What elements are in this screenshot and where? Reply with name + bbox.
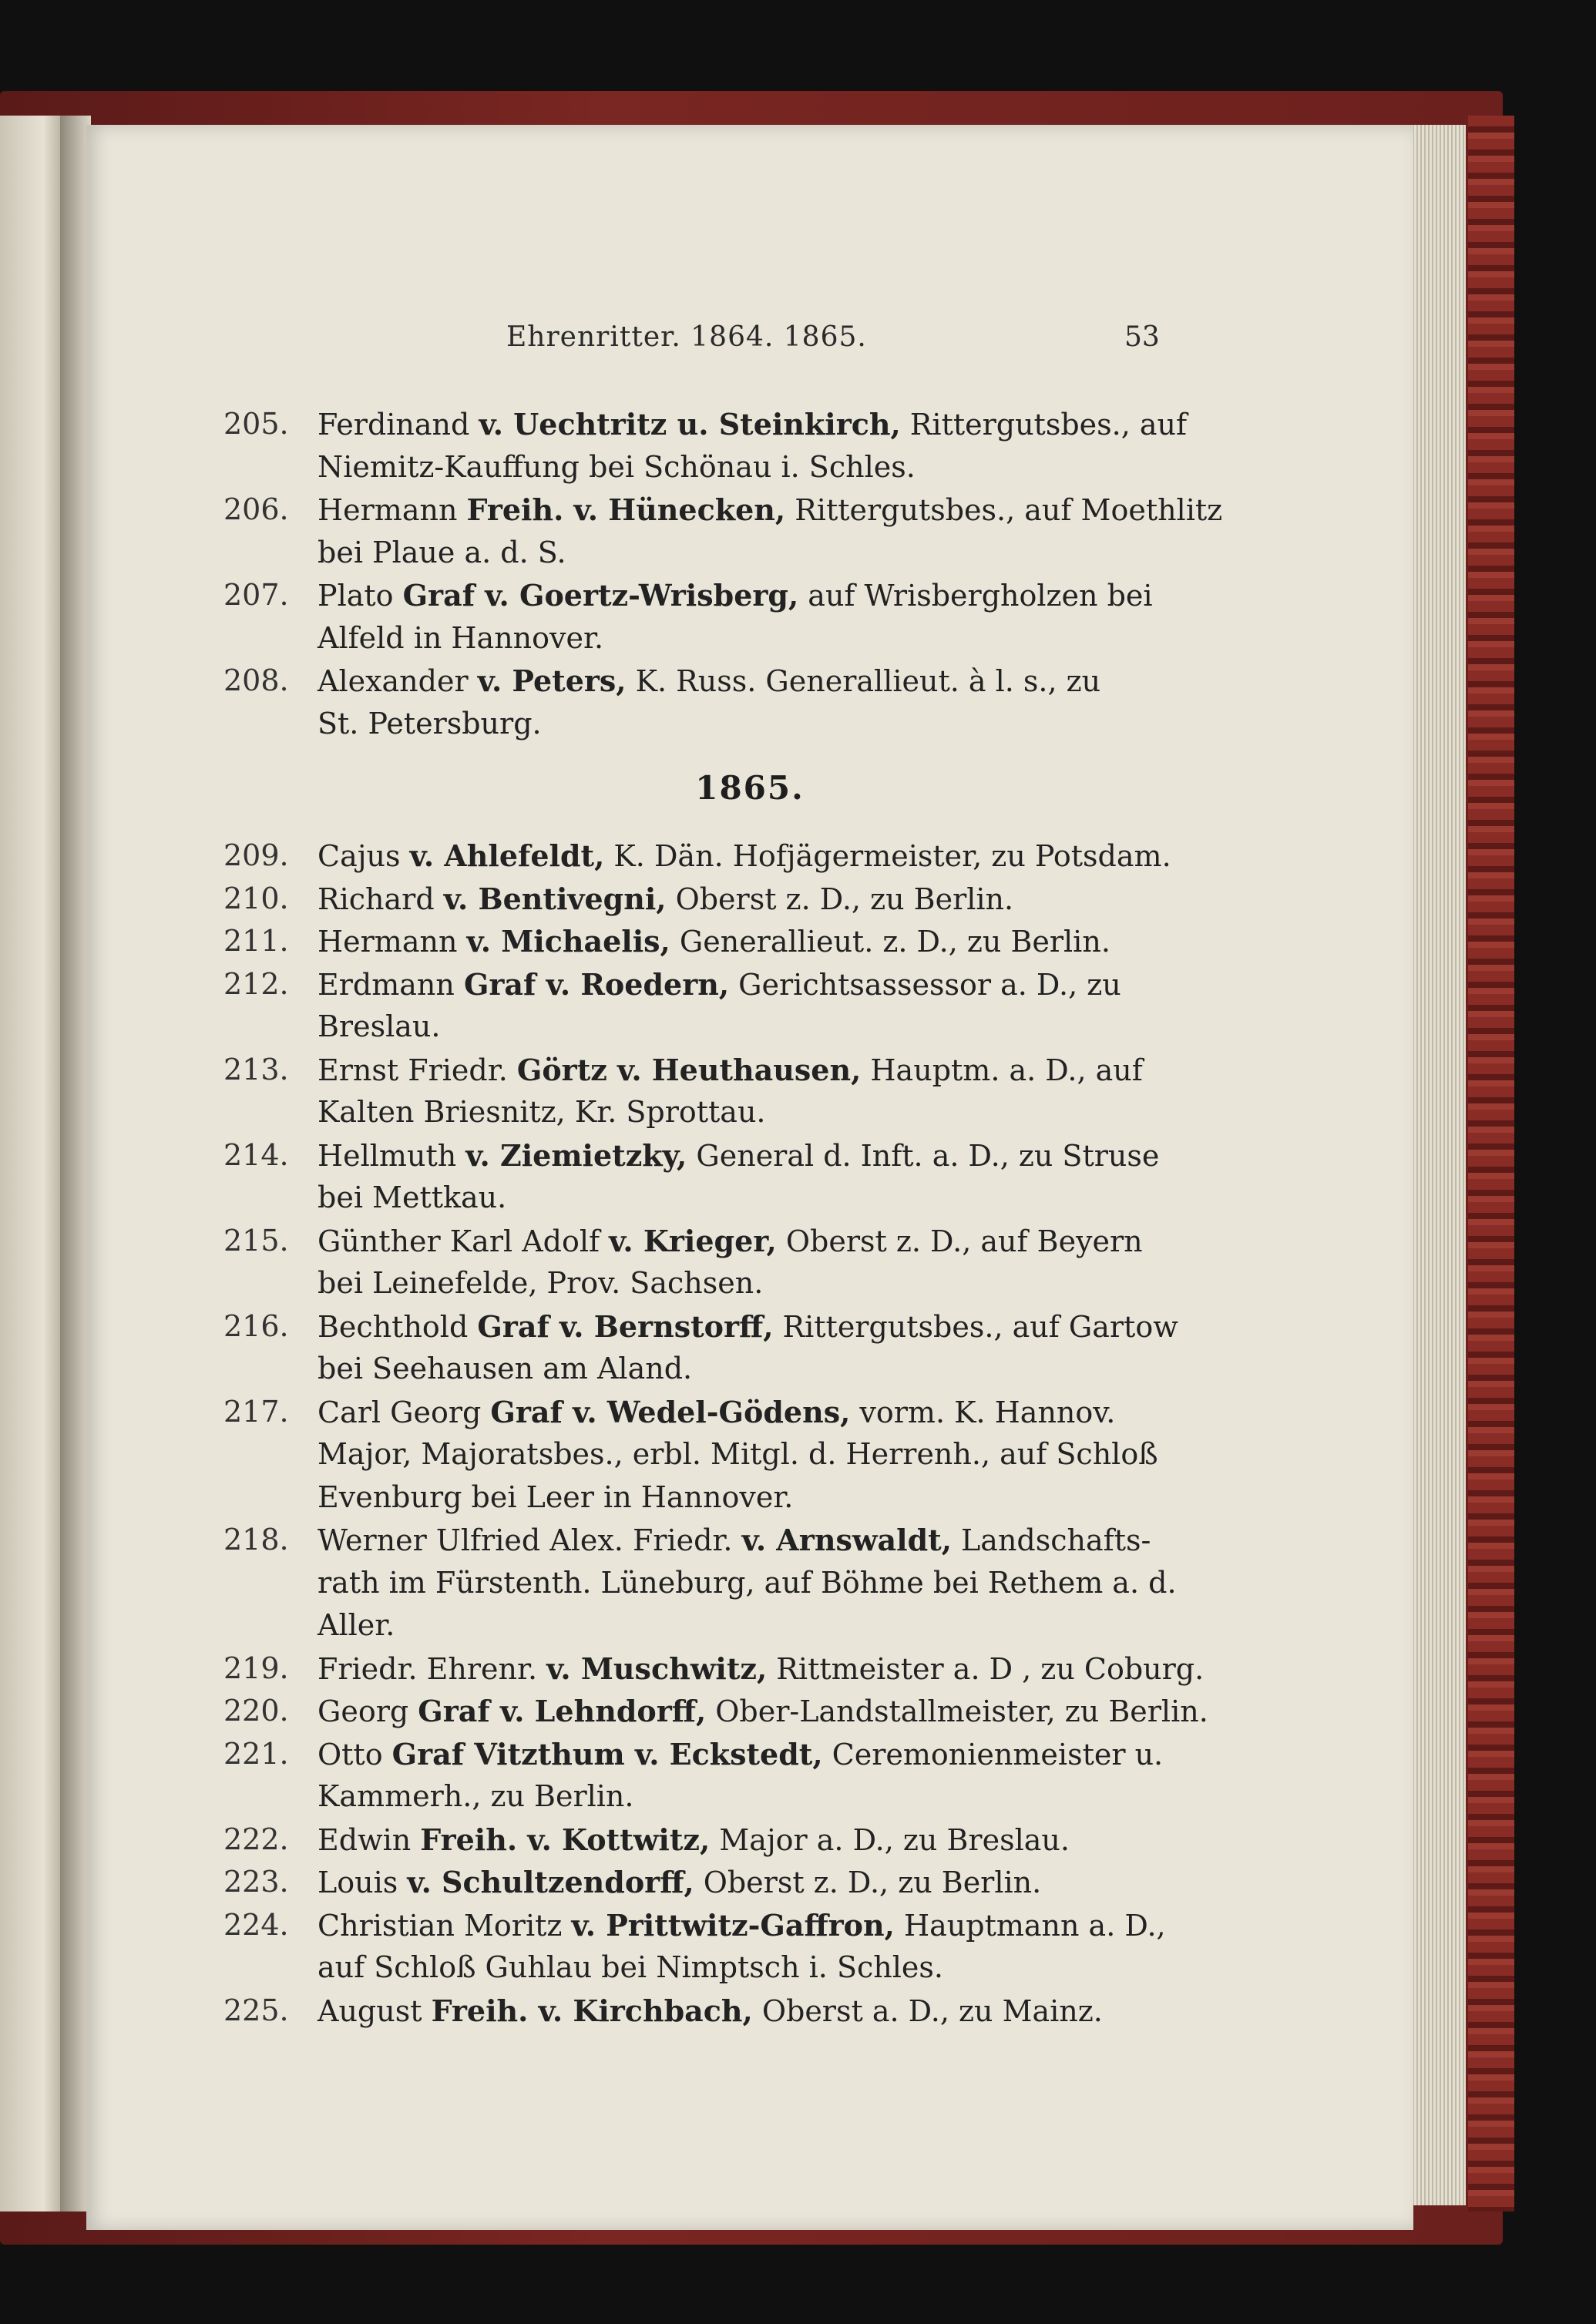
entry-name: Freih. v. Kirchbach, <box>431 1993 753 2028</box>
entry-text: bei Seehausen am Aland. <box>318 1352 693 1385</box>
entry-text: Hermann <box>318 493 467 527</box>
entry-number: 216. <box>223 1308 289 1343</box>
entry-line <box>318 1480 793 1514</box>
entry-line <box>318 1266 763 1300</box>
entry-line <box>318 663 1100 698</box>
entry-name: v. Bentivegni, <box>443 881 667 916</box>
entry-line <box>318 1009 440 1043</box>
entry-line <box>318 1822 1070 1857</box>
entry-text: General d. Inft. a. D., zu Struse <box>687 1138 1160 1173</box>
entry-line <box>318 1138 1159 1173</box>
entry-text: Bechthold <box>318 1309 478 1344</box>
entry-text: Richard <box>318 882 444 916</box>
entry-text: Aller. <box>318 1608 395 1642</box>
entry-text: Erdmann <box>318 967 464 1002</box>
entry-text: Hauptmann a. D., <box>894 1908 1166 1943</box>
entry-name: Graf v. Lehndorff, <box>418 1694 707 1728</box>
entry-text: Kammerh., zu Berlin. <box>318 1779 634 1813</box>
entry-number: 218. <box>223 1523 289 1557</box>
entry-line <box>318 1523 1151 1557</box>
entry-number: 214. <box>223 1137 289 1172</box>
entry-line <box>318 1950 943 1984</box>
entry-name: Graf v. Goertz-Wrisberg, <box>402 578 799 613</box>
entry-text: bei Mettkau. <box>318 1180 507 1214</box>
entry-name: v. Schultzendorff, <box>407 1865 694 1899</box>
entry-number: 207. <box>223 578 289 612</box>
entry-number: 224. <box>223 1907 289 1942</box>
entry-line <box>318 1095 766 1129</box>
entry-number: 213. <box>223 1052 289 1086</box>
entry-line <box>318 450 916 484</box>
entry-line <box>318 1180 506 1214</box>
entry-text: Rittergutsbes., auf Gartow <box>773 1309 1178 1344</box>
entry-text: rath im Fürstenth. Lüneburg, auf Böhme bei Rethem a. d. <box>318 1565 1177 1600</box>
entry-name: v. Prittwitz-Gaffron, <box>571 1907 895 1943</box>
entry-text: Friedr. Ehrenr. <box>318 1651 547 1686</box>
entry-text: K. Dän. Hofjägermeister, zu Potsdam. <box>604 839 1171 873</box>
entry-number: 210. <box>223 881 289 915</box>
entry-text: Niemitz-Kauffung bei Schönau i. Schles. <box>318 449 916 484</box>
entry-name: v. Uechtritz u. Steinkirch, <box>479 407 901 442</box>
entry-text: Otto <box>318 1737 392 1772</box>
entry-text: Cajus <box>318 839 410 873</box>
entry-text: vorm. K. Hannov. <box>850 1395 1116 1429</box>
entry-text: Generallieut. z. D., zu Berlin. <box>670 925 1110 959</box>
entry-name: v. Krieger, <box>609 1223 777 1258</box>
entry-number: 211. <box>223 924 289 958</box>
entry-text: Rittergutsbes., auf Moethlitz <box>785 493 1223 527</box>
entry-text: Oberst z. D., zu Berlin. <box>666 882 1014 916</box>
entry-line <box>318 578 1153 613</box>
entry-number: 212. <box>223 966 289 1001</box>
entry-number: 223. <box>223 1865 289 1899</box>
entry-text: bei Leinefelde, Prov. Sachsen. <box>318 1266 764 1300</box>
entry-line <box>318 1437 1158 1471</box>
entry-text: auf Wrisbergholzen bei <box>798 579 1153 613</box>
entry-line <box>318 1566 1177 1600</box>
entry-line <box>318 707 542 741</box>
entry-line <box>318 1865 1041 1899</box>
entry-text: Major, Majoratsbes., erbl. Mitgl. d. Herrenh., auf Schloß <box>318 1437 1158 1471</box>
entry-text: auf Schloß Guhlau bei Nimptsch i. Schles. <box>318 1950 943 1984</box>
entry-line <box>318 1309 1178 1344</box>
entry-text: Werner Ulfried Alex. Friedr. <box>318 1523 742 1557</box>
entry-text: Landschafts- <box>951 1523 1151 1557</box>
entry-text: Oberst z. D., zu Berlin. <box>694 1866 1042 1899</box>
entry-line <box>318 1608 395 1642</box>
entry-line <box>318 1694 1208 1728</box>
entry-text: Rittergutsbes., auf <box>900 408 1188 442</box>
entry-name: v. Ahlefeldt, <box>409 838 605 873</box>
entry-text: Alfeld in Hannover. <box>318 620 604 655</box>
entry-number: 222. <box>223 1822 289 1856</box>
entry-text: Ceremonienmeister u. <box>822 1737 1164 1772</box>
section-title: 1865. <box>695 769 805 807</box>
entry-text: Edwin <box>318 1822 421 1857</box>
entry-line <box>318 492 1222 527</box>
entry-line <box>318 407 1187 442</box>
page-edges <box>1410 125 1466 2205</box>
entry-text: Hellmuth <box>318 1138 466 1173</box>
entry-text: Ferdinand <box>318 408 479 442</box>
entry-text: August <box>318 1993 432 2028</box>
entry-text: Christian Moritz <box>318 1908 572 1943</box>
entry-text: Ernst Friedr. <box>318 1053 517 1087</box>
entry-number: 215. <box>223 1223 289 1258</box>
entry-name: v. Ziemietzky, <box>465 1137 687 1173</box>
entry-line <box>318 1779 634 1813</box>
book-page <box>86 125 1413 2230</box>
entry-name: Graf v. Wedel-Gödens, <box>490 1394 851 1429</box>
entry-name: Graf v. Bernstorff, <box>477 1308 774 1344</box>
running-head: Ehrenritter. 1864. 1865. <box>506 321 867 353</box>
entry-number: 220. <box>223 1694 289 1728</box>
entry-text: St. Petersburg. <box>318 706 542 741</box>
entry-number: 219. <box>223 1651 289 1685</box>
entry-text: Carl Georg <box>318 1395 491 1429</box>
entry-name: Graf Vitzthum v. Eckstedt, <box>391 1736 823 1772</box>
entry-text: bei Plaue a. d. S. <box>318 535 566 569</box>
entry-number: 205. <box>223 407 289 441</box>
page-header <box>86 321 1413 368</box>
entry-line <box>318 621 603 655</box>
entry-line <box>318 1053 1143 1087</box>
entry-line <box>318 1352 692 1385</box>
entry-text: Oberst z. D., auf Beyern <box>776 1224 1143 1258</box>
entry-text: Major a. D., zu Breslau. <box>710 1822 1070 1857</box>
entry-text: Ober-Landstallmeister, zu Berlin. <box>706 1694 1208 1728</box>
entry-text: K. Russ. Generallieut. à l. s., zu <box>626 664 1101 698</box>
entry-name: v. Muschwitz, <box>546 1651 768 1686</box>
entry-line <box>318 1224 1143 1258</box>
entry-text: Alexander <box>318 664 478 698</box>
entry-name: v. Arnswaldt, <box>741 1523 952 1557</box>
entry-name: Freih. v. Kottwitz, <box>420 1822 711 1857</box>
entry-name: v. Peters, <box>477 663 627 698</box>
entry-text: Kalten Briesnitz, Kr. Sprottau. <box>318 1095 766 1129</box>
facing-page <box>0 116 62 2211</box>
entry-name: Görtz v. Heuthausen, <box>516 1052 862 1087</box>
entry-line <box>318 838 1171 873</box>
entry-line <box>318 1908 1166 1943</box>
entry-number: 208. <box>223 663 289 697</box>
entry-name: Graf v. Roedern, <box>463 966 730 1002</box>
entry-number: 206. <box>223 492 289 526</box>
entry-line <box>318 967 1121 1002</box>
entry-text: Gerichtsassessor a. D., zu <box>729 967 1121 1002</box>
entry-line <box>318 882 1013 916</box>
entry-number: 221. <box>223 1736 289 1771</box>
entry-text: Evenburg bei Leer in Hannover. <box>318 1479 794 1514</box>
entry-text: Oberst a. D., zu Mainz. <box>752 1993 1103 2028</box>
entry-text: Plato <box>318 579 403 613</box>
page-number: 53 <box>1124 321 1160 353</box>
entry-number: 217. <box>223 1394 289 1429</box>
entry-text: Hauptm. a. D., auf <box>861 1053 1143 1087</box>
entry-line <box>318 536 566 569</box>
entry-number: 225. <box>223 1993 289 2027</box>
entry-line <box>318 1993 1103 2028</box>
cover-edge <box>1468 116 1514 2211</box>
entry-text: Georg <box>318 1694 418 1728</box>
entry-text: Günther Karl Adolf <box>318 1224 610 1258</box>
entry-line <box>318 924 1110 959</box>
entry-line <box>318 1395 1115 1429</box>
entry-text: Rittmeister a. D , zu Coburg. <box>767 1651 1205 1686</box>
entry-text: Breslau. <box>318 1009 441 1043</box>
entry-text: Louis <box>318 1866 408 1899</box>
entry-text: Hermann <box>318 925 467 959</box>
entry-name: Freih. v. Hünecken, <box>466 492 786 527</box>
entry-line <box>318 1651 1204 1686</box>
entry-name: v. Michaelis, <box>466 924 670 959</box>
entry-line <box>318 1737 1163 1772</box>
entry-number: 209. <box>223 838 289 872</box>
